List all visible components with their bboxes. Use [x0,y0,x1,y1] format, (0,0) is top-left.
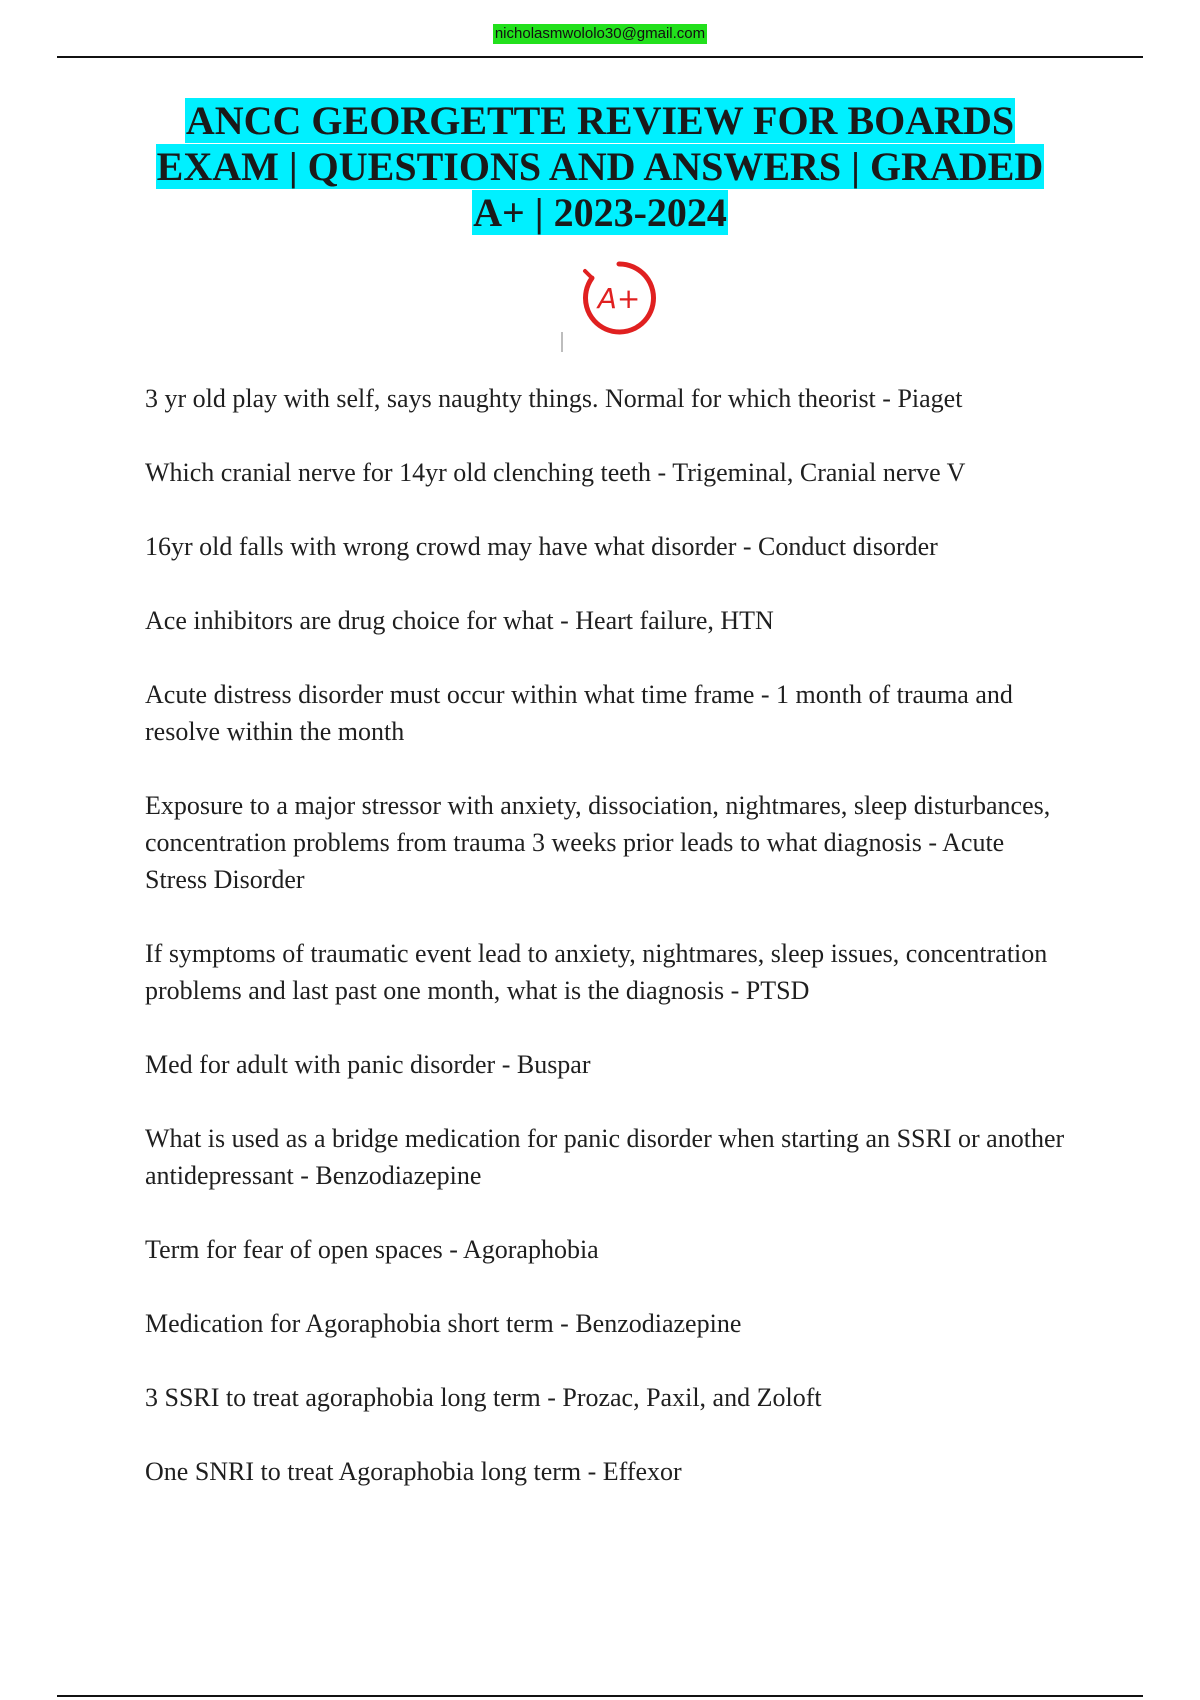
top-divider [57,56,1143,58]
title-line: ANCC GEORGETTE REVIEW FOR BOARDS [185,98,1015,143]
grade-a-plus-icon [578,258,660,340]
title-line: A+ | 2023-2024 [473,190,727,235]
qa-item: Term for fear of open spaces - Agoraphobia [145,1235,599,1264]
document-title [100,98,1100,236]
qa-item: One SNRI to treat Agoraphobia long term - Effexor [145,1457,682,1486]
header [0,24,1200,44]
qa-item: Exposure to a major stressor with anxiety, dissociation, nightmares, sleep disturbances, concentration problems from trauma 3 weeks prior leads to what diagnosis - Acute Stress Disorder [145,791,1051,894]
stamp-mark [561,332,563,352]
qa-item: 3 SSRI to treat agoraphobia long term - Prozac, Paxil, and Zoloft [145,1383,822,1412]
qa-item: What is used as a bridge medication for panic disorder when starting an SSRI or another antidepressant - Benzodiazepine [145,1124,1065,1190]
bottom-divider [57,1695,1143,1697]
qa-item: Acute distress disorder must occur within what time frame - 1 month of trauma and resolve within the month [145,680,1013,746]
grade-stamp-text: A+ [597,282,641,315]
qa-item: If symptoms of traumatic event lead to anxiety, nightmares, sleep issues, concentration problems and last past one month, what is the diagnosis - PTSD [145,939,1048,1005]
qa-item: Which cranial nerve for 14yr old clenching teeth - Trigeminal, Cranial nerve V [145,458,966,487]
title-line: EXAM | QUESTIONS AND ANSWERS | GRADED [156,144,1044,189]
qa-item: Ace inhibitors are drug choice for what - Heart failure, HTN [145,606,774,635]
header-email: nicholasmwololo30@gmail.com [494,25,706,42]
qa-item: 3 yr old play with self, says naughty things. Normal for which theorist - Piaget [145,384,963,413]
qa-item: 16yr old falls with wrong crowd may have what disorder - Conduct disorder [145,532,938,561]
qa-list [145,380,1065,1527]
qa-item: Medication for Agoraphobia short term - Benzodiazepine [145,1309,742,1338]
qa-item: Med for adult with panic disorder - Buspar [145,1050,591,1079]
